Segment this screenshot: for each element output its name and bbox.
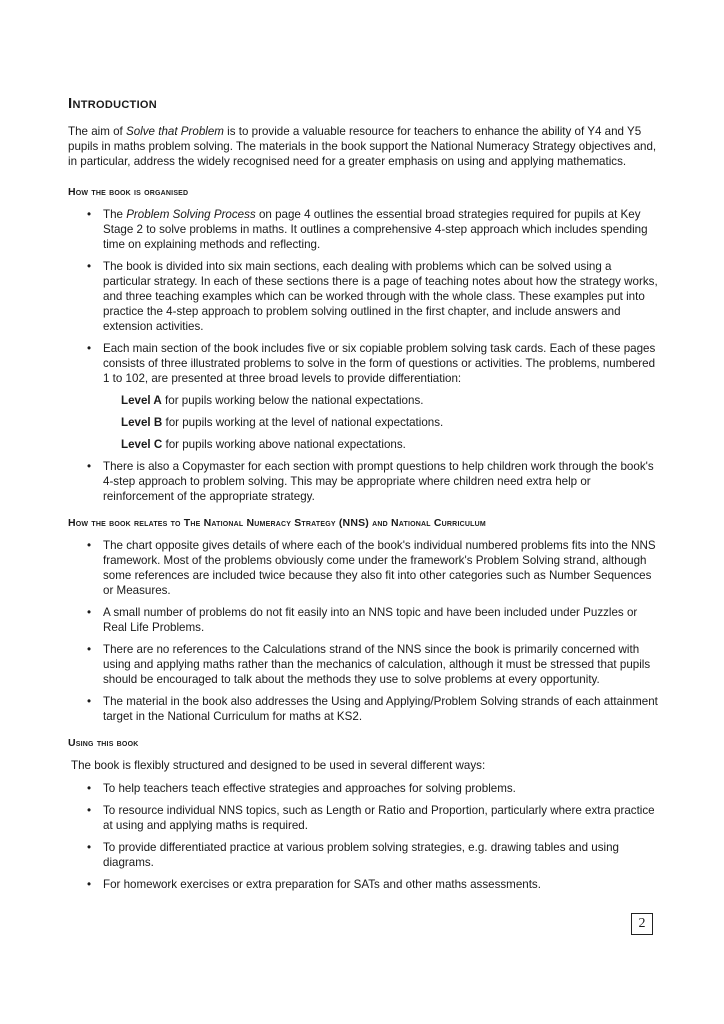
list-item: • To resource individual NNS topics, such as Length or Ratio and Proportion, particularly where extra practice at using and applying maths is required.: [68, 803, 658, 833]
nns-list: [68, 538, 658, 724]
level-text: for pupils working below the national expectations.: [161, 394, 424, 407]
levels-list: [121, 393, 658, 452]
item-text: The: [103, 208, 127, 221]
using-lead: The book is flexibly structured and designed to be used in several different ways:: [71, 759, 486, 772]
list-item: • For homework exercises or extra preparation for SATs and other maths assessments.: [68, 877, 658, 892]
level-b: [121, 415, 658, 430]
level-a: [121, 393, 658, 408]
level-c: [121, 437, 658, 452]
level-text: for pupils working at the level of national expectations.: [162, 416, 444, 429]
level-name: Level A: [121, 394, 162, 407]
list-item: • There are no references to the Calculations strand of the NNS since the book is primarily concerned with using and applying maths rather than the mechanics of calculation, although it must be stressed that pupils should be encouraged to talk about the methods they use to solve problems at every opportunity.: [68, 642, 658, 687]
page-title: Introduction: [68, 95, 158, 112]
organised-list: [68, 207, 658, 504]
process-title: Problem Solving Process: [126, 208, 256, 221]
list-item: [68, 207, 658, 252]
intro-text-start: The aim of: [68, 125, 126, 138]
level-name: Level B: [121, 416, 163, 429]
using-list: [68, 781, 658, 892]
book-title: Solve that Problem: [126, 125, 224, 138]
list-item: • The book is divided into six main sections, each dealing with problems which can be solved using a particular strategy. In each of these sections there is a page of teaching notes about how the strategy works, and three teaching examples which can be worked through with the whole class. These examples put into practice the 4-step approach to problem solving outlined in the first chapter, and include answers and extension activities.: [68, 259, 658, 334]
list-item: • The material in the book also addresses the Using and Applying/Problem Solving strands of each attainment target in the National Curriculum for maths at KS2.: [68, 694, 658, 724]
section-heading-organised: How the book is organised: [68, 186, 189, 198]
list-item: • The chart opposite gives details of where each of the book's individual numbered problems fits into the NNS framework. Most of the problems obviously come under the framework's Problem Solving strand, although some references are included twice because they also fit into other categories such as Number Sequences or Measures.: [68, 538, 658, 598]
list-item: • A small number of problems do not fit easily into an NNS topic and have been included under Puzzles or Real Life Problems.: [68, 605, 658, 635]
item-text: on page 4 outlines the essential broad strategies required for pupils at Key Stage 2 to solve problems in maths. It outlines a comprehensive 4-step approach which includes spending time on explaining methods and reflecting.: [103, 208, 648, 251]
section-heading-using: Using this book: [68, 737, 139, 749]
list-item: [68, 341, 658, 452]
intro-text-end: is to provide a valuable resource for teachers to enhance the ability of Y4 and Y5 pupils in maths problem solving. The materials in the book support the National Numeracy Strategy objectives and, in particular, address the widely recognised need for a greater emphasis on using and applying mathematics.: [68, 125, 657, 168]
intro-paragraph: [68, 124, 658, 169]
list-item: • To provide differentiated practice at various problem solving strategies, e.g. drawing tables and using diagrams.: [68, 840, 658, 870]
level-text: for pupils working above national expectations.: [162, 438, 406, 451]
page-number: 2: [631, 913, 653, 935]
section-heading-nns: How the book relates to The National Numeracy Strategy (NNS) and National Curriculum: [68, 517, 486, 529]
level-name: Level C: [121, 438, 163, 451]
document-page: [68, 95, 658, 904]
item-text: Each main section of the book includes five or six copiable problem solving task cards. Each of these pages consists of three illustrated problems to solve in the form of questions or activities. The problems, numbered 1 to 102, are presented at three broad levels to provide differentiation:: [103, 342, 656, 385]
list-item: • There is also a Copymaster for each section with prompt questions to help children work through the book's 4-step approach to problem solving. This may be appropriate where children need extra help or reinforcement of the appropriate strategy.: [68, 459, 658, 504]
list-item: • To help teachers teach effective strategies and approaches for solving problems.: [68, 781, 658, 796]
